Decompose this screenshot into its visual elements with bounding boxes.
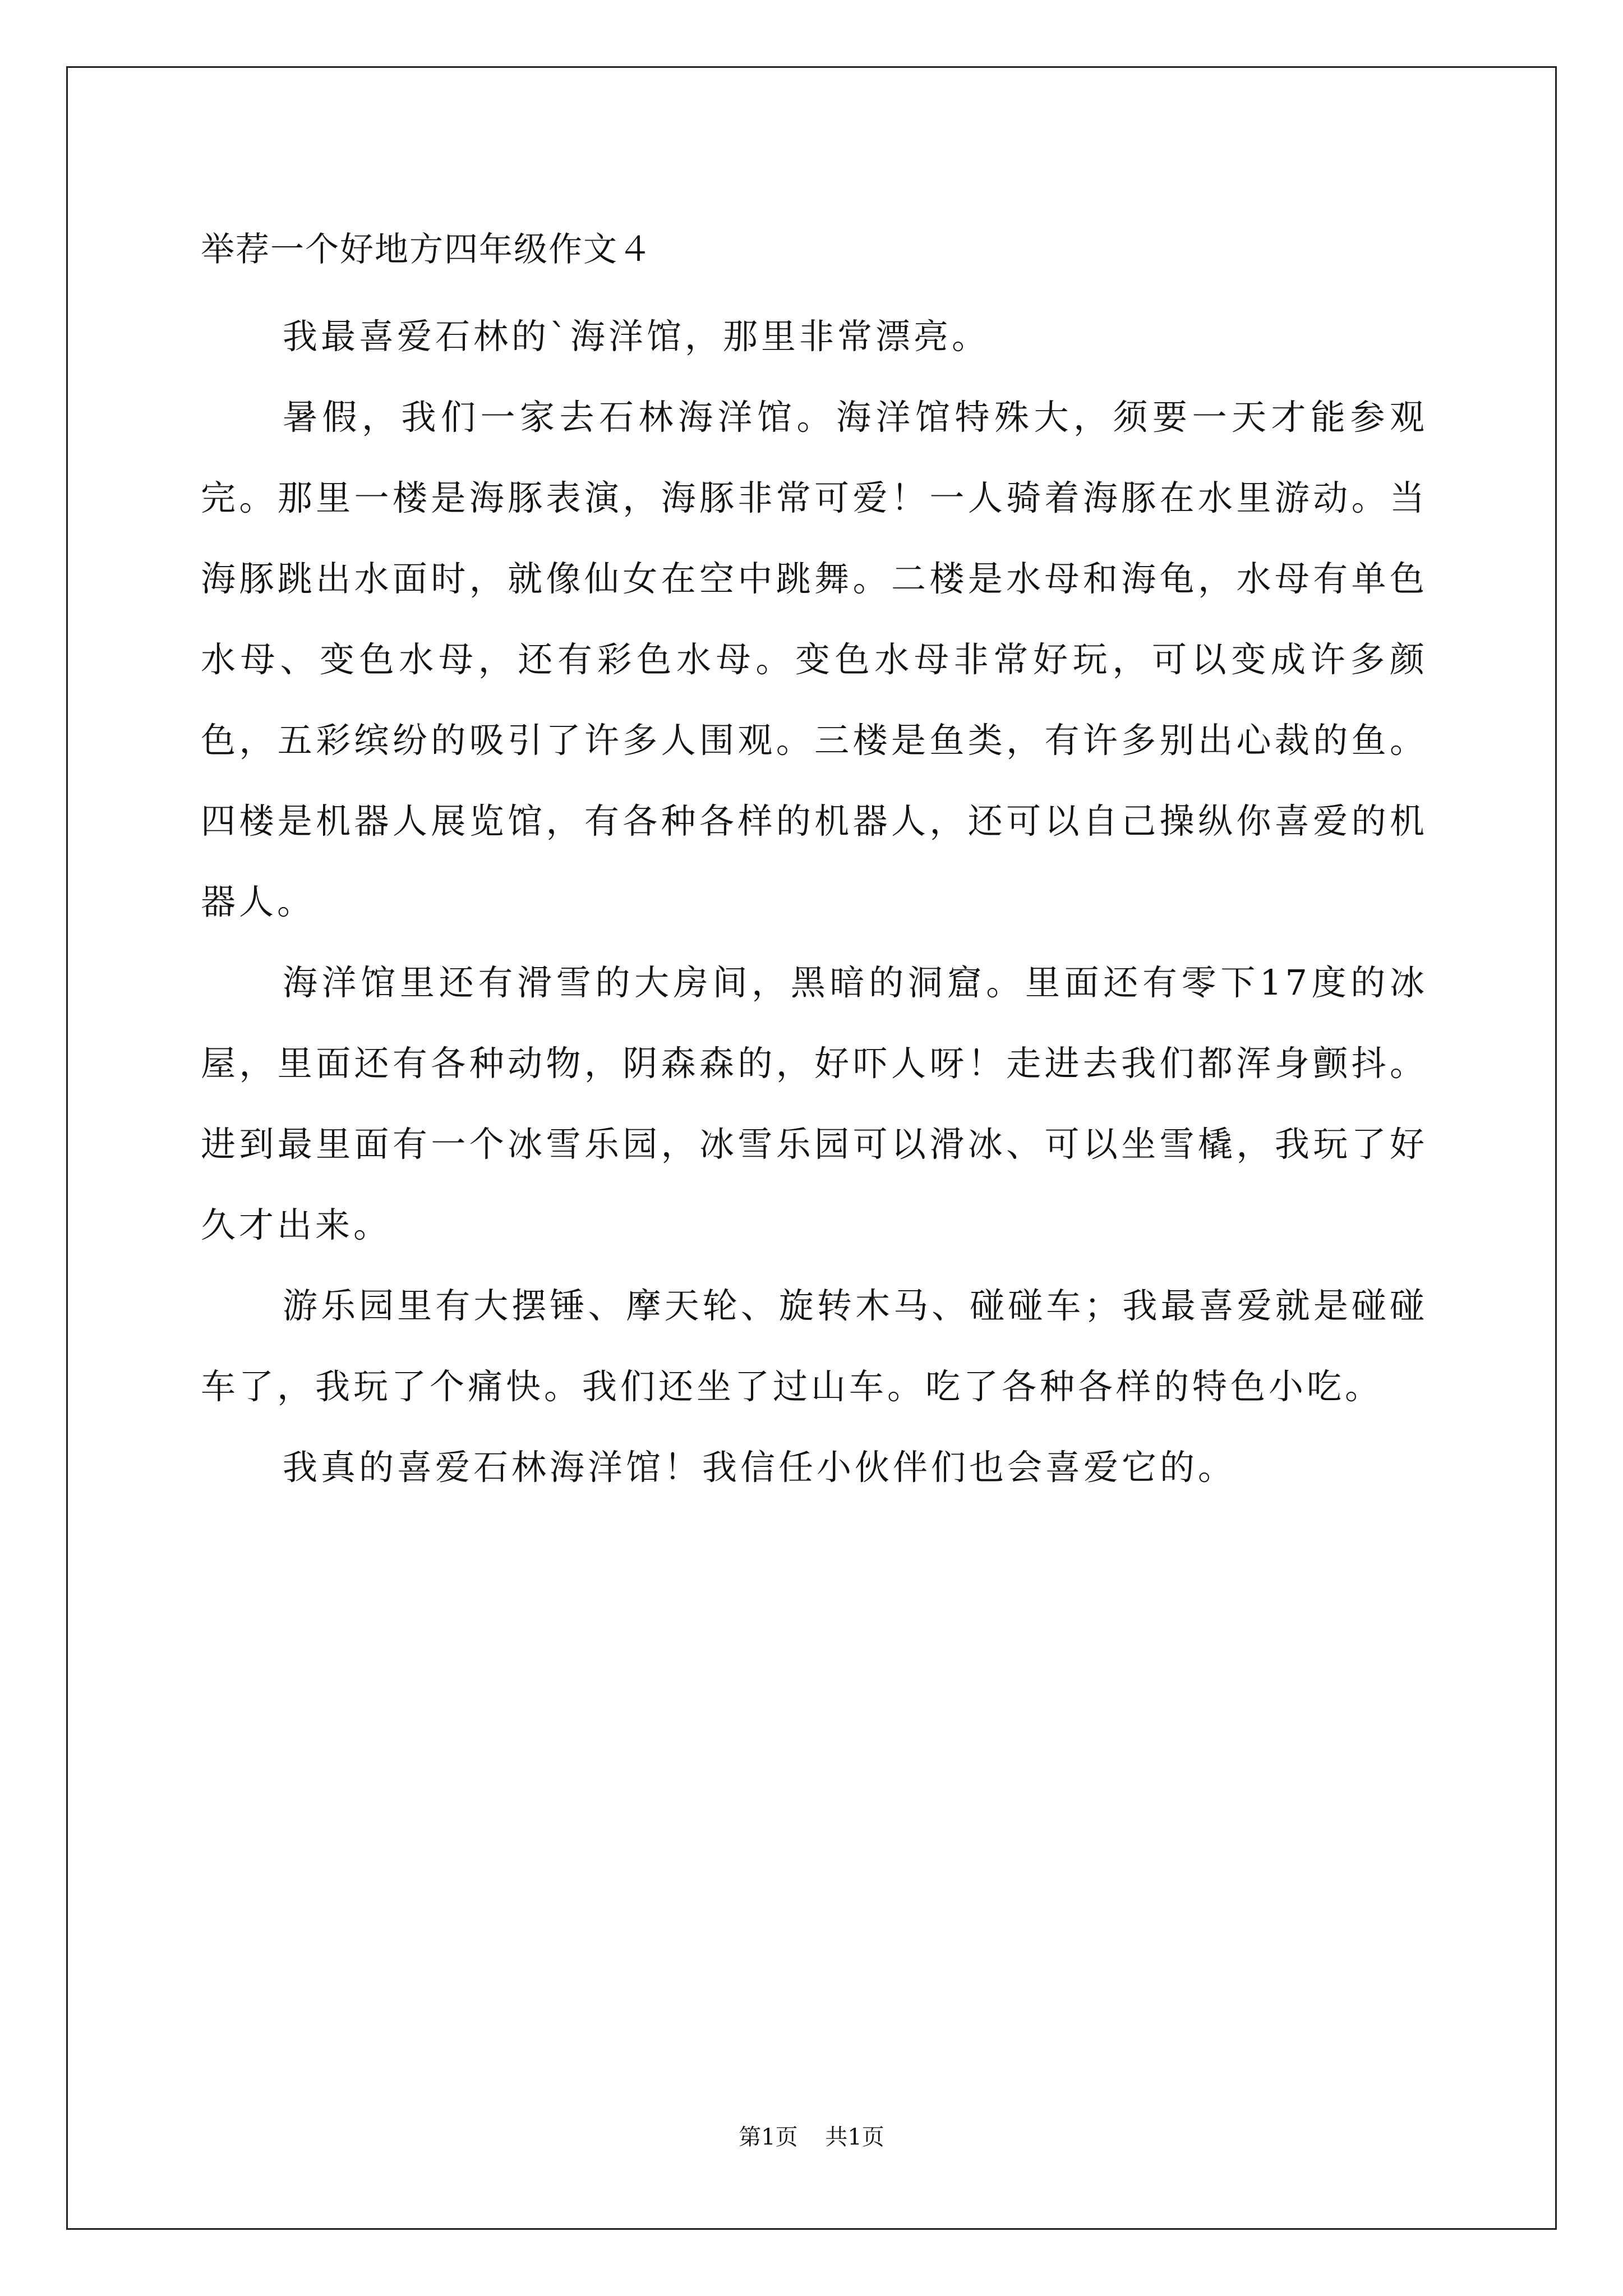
document-body (201, 219, 1428, 1508)
paragraph-3: 海洋馆里还有滑雪的大房间，黑暗的洞窟。里面还有零下17度的冰屋，里面还有各种动物，阴森森的，好吓人呀！走进去我们都浑身颤抖。进到最里面有一个冰雪乐园，冰雪乐园可以滑冰、可以坐雪橇，我玩了好久才出来。 (201, 962, 1428, 1245)
paragraph-4: 游乐园里有大摆锤、摩天轮、旋转木马、碰碰车；我最喜爱就是碰碰车了，我玩了个痛快。我们还坐了过山车。吃了各种各样的特色小吃。 (201, 1285, 1428, 1407)
paragraph-2: 暑假，我们一家去石林海洋馆。海洋馆特殊大，须要一天才能参观完。那里一楼是海豚表演，海豚非常可爱！一人骑着海豚在水里游动。当海豚跳出水面时，就像仙女在空中跳舞。二楼是水母和海龟，水母有单色水母、变色水母，还有彩色水母。变色水母非常好玩，可以变成许多颜色，五彩缤纷的吸引了许多人围观。三楼是鱼类，有许多别出心裁的鱼。四楼是机器人展览馆，有各种各样的机器人，还可以自己操纵你喜爱的机器人。 (201, 397, 1428, 922)
document-title: 举荐一个好地方四年级作文４ (201, 230, 653, 269)
page-footer (0, 2120, 1623, 2154)
page-number: 第1页 (739, 2124, 798, 2150)
paragraph-5: 我真的喜爱石林海洋馆！我信任小伙伴们也会喜爱它的。 (283, 1447, 1237, 1488)
page-total: 共1页 (825, 2124, 884, 2150)
paragraph-1: 我最喜爱石林的`海洋馆，那里非常漂亮。 (283, 316, 990, 357)
